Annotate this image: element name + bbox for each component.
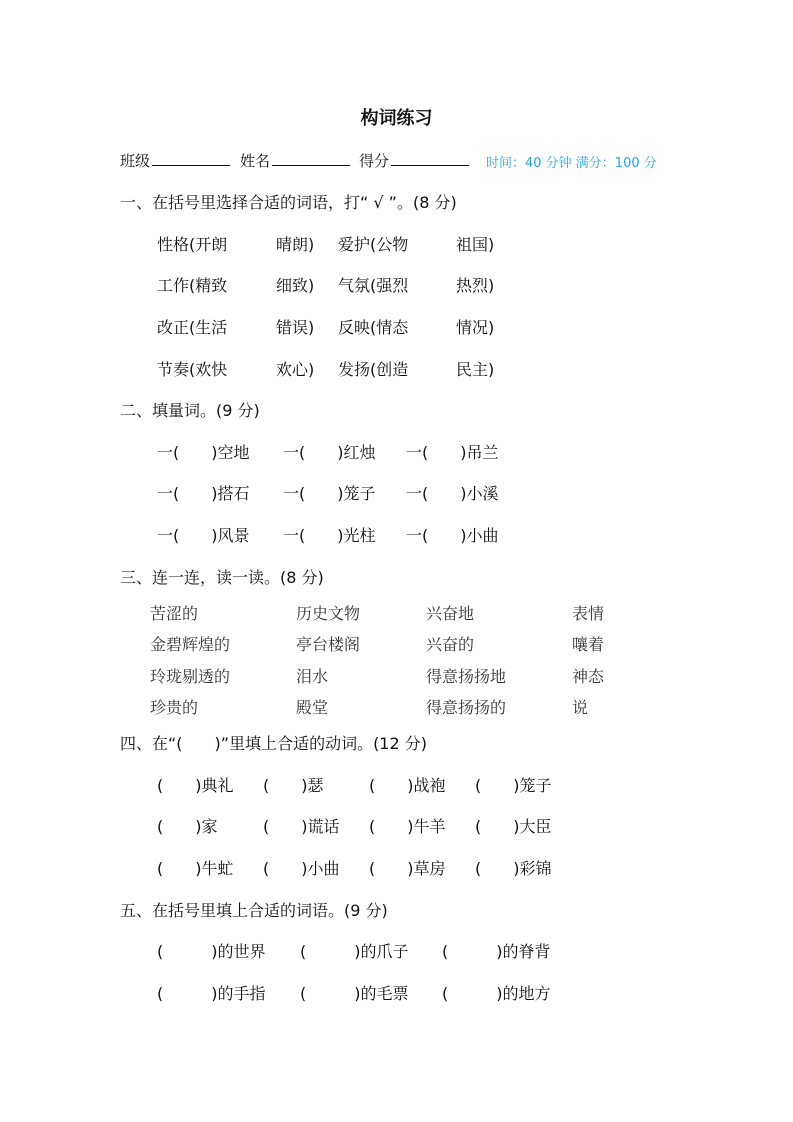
- name-blank[interactable]: [272, 151, 350, 166]
- list-item: 情况): [456, 318, 495, 337]
- list-item: 一( )光柱: [283, 526, 376, 545]
- list-item: ( )典礼: [157, 776, 234, 795]
- list-item: 一( )搭石: [157, 484, 250, 503]
- section-2-heading: 二、填量词。(9 分): [120, 401, 260, 420]
- list-item: 苦涩的: [150, 604, 199, 623]
- list-item: 珍贵的: [150, 698, 199, 717]
- class-label: 班级: [120, 152, 151, 170]
- page-title: 构词练习: [360, 108, 433, 129]
- list-item: 一( )空地: [157, 443, 250, 462]
- list-item: 性格(开朗: [157, 235, 228, 254]
- list-item: 兴奋地: [426, 604, 475, 623]
- list-item: ( )草房: [369, 859, 446, 878]
- list-item: ( )小曲: [263, 859, 340, 878]
- score-field: [359, 150, 469, 171]
- list-item: 反映(情态: [338, 318, 409, 337]
- list-item: 爱护(公物: [338, 235, 409, 254]
- name-label: 姓名: [240, 152, 271, 170]
- list-item: 一( )小曲: [406, 526, 499, 545]
- list-item: 历史文物: [296, 604, 361, 623]
- section-4-heading: 四、在“( )”里填上合适的动词。(12 分): [120, 734, 427, 753]
- list-item: 气氛(强烈: [338, 276, 409, 295]
- list-item: 一( )红烛: [283, 443, 376, 462]
- list-item: ( )家: [157, 817, 218, 836]
- list-item: 一( )吊兰: [406, 443, 499, 462]
- list-item: 神态: [572, 667, 605, 686]
- score-label: 得分: [359, 152, 390, 170]
- time-and-score: 时间：40 分钟 满分：100 分: [486, 156, 657, 171]
- section-1-heading: 一、在括号里选择合适的词语，打“ √ ”。(8 分): [120, 193, 457, 212]
- section-5-heading: 五、在括号里填上合适的词语。(9 分): [120, 901, 388, 920]
- list-item: 表情: [572, 604, 605, 623]
- list-item: 祖国): [456, 235, 495, 254]
- list-item: 细致): [276, 276, 315, 295]
- list-item: 嚷着: [572, 635, 605, 654]
- list-item: ( )的毛票: [300, 984, 409, 1003]
- list-item: 一( )风景: [157, 526, 250, 545]
- list-item: 一( )小溪: [406, 484, 499, 503]
- list-item: ( )笼子: [475, 776, 552, 795]
- class-blank[interactable]: [152, 151, 230, 166]
- list-item: ( )的爪子: [300, 942, 409, 961]
- list-item: 殿堂: [296, 698, 329, 717]
- list-item: 亭台楼阁: [296, 635, 361, 654]
- list-item: 玲珑剔透的: [150, 667, 231, 686]
- list-item: ( )的脊背: [442, 942, 551, 961]
- list-item: ( )战袍: [369, 776, 446, 795]
- list-item: ( )彩锦: [475, 859, 552, 878]
- score-blank[interactable]: [391, 151, 469, 166]
- list-item: 节奏(欢快: [157, 360, 228, 379]
- list-item: 欢心): [276, 360, 315, 379]
- list-item: ( )的世界: [157, 942, 266, 961]
- list-item: 民主): [456, 360, 495, 379]
- list-item: 金碧辉煌的: [150, 635, 231, 654]
- list-item: ( )瑟: [263, 776, 324, 795]
- list-item: ( )的手指: [157, 984, 266, 1003]
- list-item: 改正(生活: [157, 318, 228, 337]
- list-item: ( )的地方: [442, 984, 551, 1003]
- class-field: [120, 150, 230, 171]
- list-item: ( )谎话: [263, 817, 340, 836]
- list-item: ( )大臣: [475, 817, 552, 836]
- section-3-heading: 三、连一连，读一读。(8 分): [120, 568, 324, 587]
- list-item: 热烈): [456, 276, 495, 295]
- list-item: 兴奋的: [426, 635, 475, 654]
- list-item: ( )牛羊: [369, 817, 446, 836]
- list-item: 得意扬扬地: [426, 667, 507, 686]
- list-item: 工作(精致: [157, 276, 228, 295]
- list-item: 说: [572, 698, 589, 717]
- list-item: ( )牛虻: [157, 859, 234, 878]
- list-item: 晴朗): [276, 235, 315, 254]
- list-item: 发扬(创造: [338, 360, 409, 379]
- list-item: 泪水: [296, 667, 329, 686]
- list-item: 一( )笼子: [283, 484, 376, 503]
- name-field: [240, 150, 350, 171]
- list-item: 得意扬扬的: [426, 698, 507, 717]
- list-item: 错误): [276, 318, 315, 337]
